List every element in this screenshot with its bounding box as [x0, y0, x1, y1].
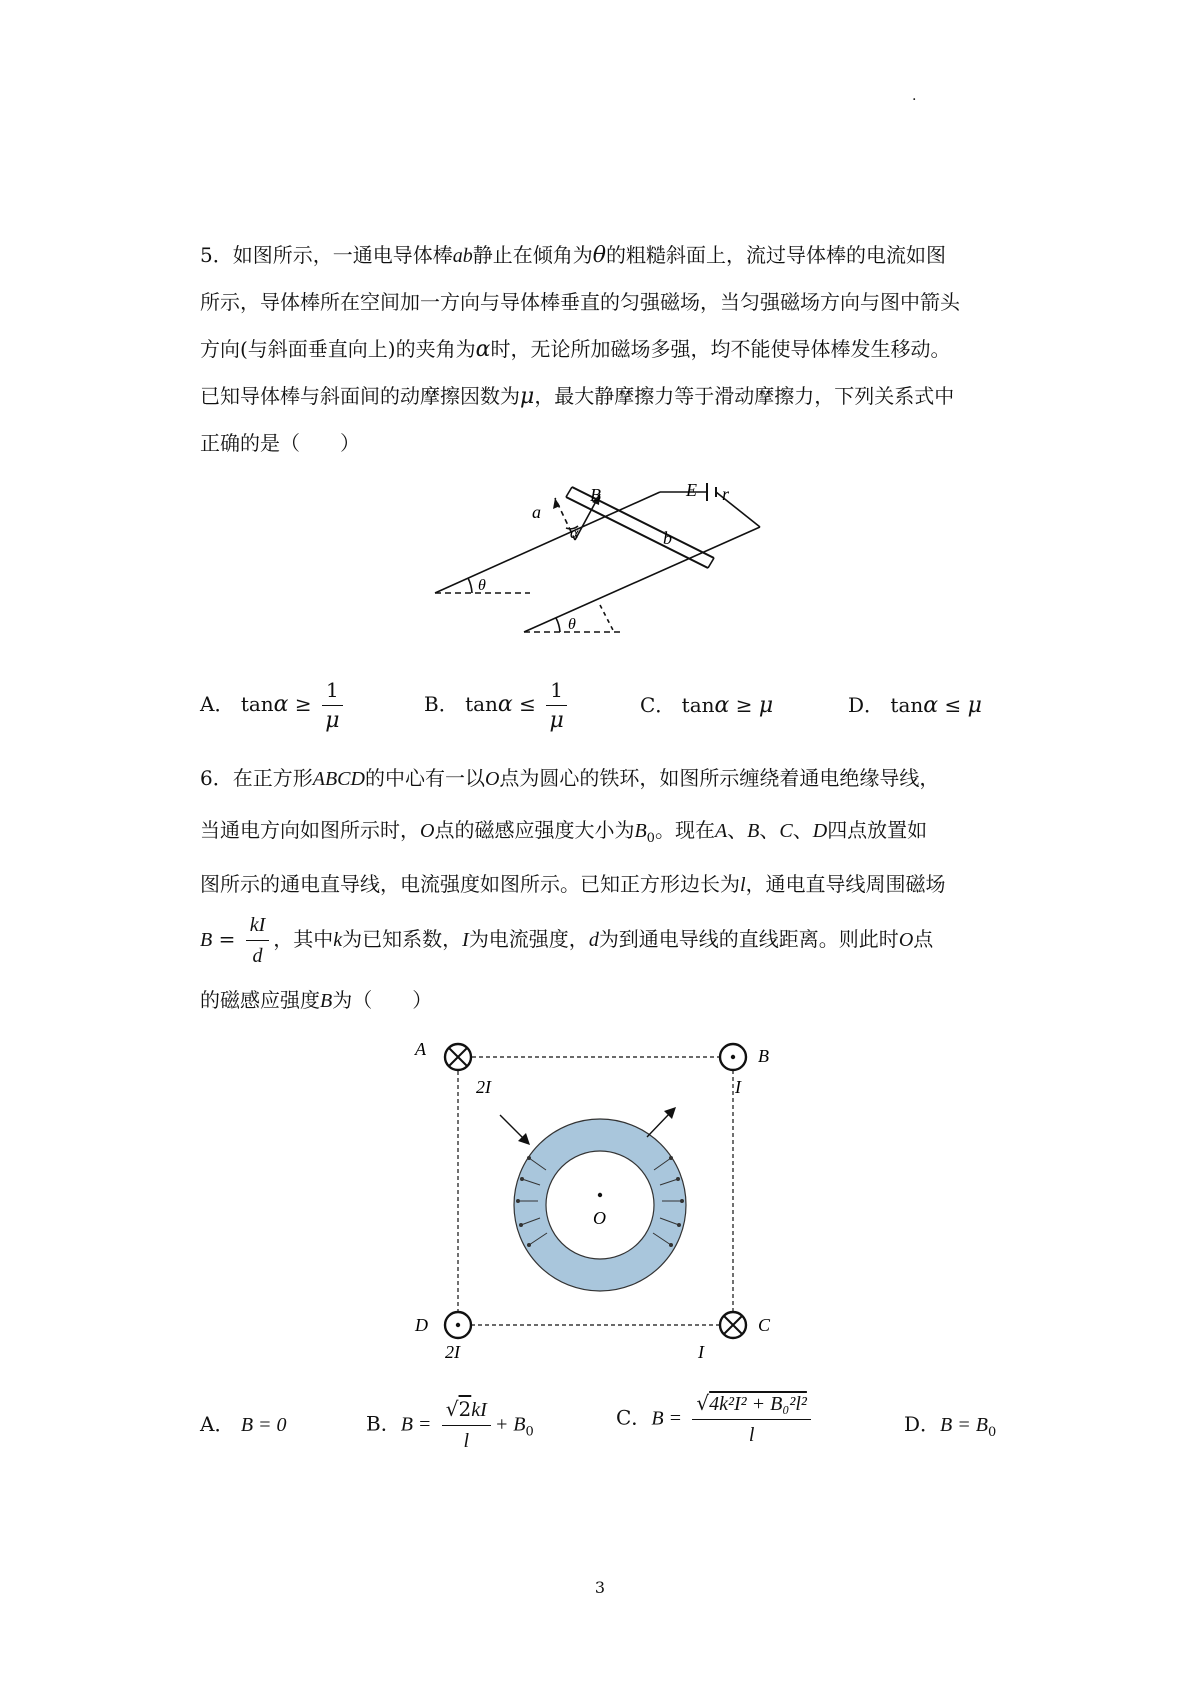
wire-b-out-of-page-icon — [720, 1044, 746, 1070]
q6-option-b[interactable]: B．B = $\frac{√2kI}{l}$ + $B_0$ — [366, 1394, 534, 1456]
wire-a-into-page-icon — [445, 1044, 471, 1070]
q6-option-c[interactable]: C．B = $\frac{\text{√4k²I² + B₀²l²}}{l}$ — [616, 1388, 815, 1450]
q6-option-a[interactable]: A． B = 0 — [200, 1412, 287, 1436]
q5-option-c[interactable]: C． tanα ≥ μ — [640, 693, 774, 718]
label-alpha: α — [570, 525, 579, 542]
q5-line-5: 正确的是（ ） — [200, 431, 360, 455]
q5-line-3: 方向(与斜面垂直向上)的夹角为α时，无论所加磁场多强，均不能使导体棒发生移动。 — [200, 337, 951, 362]
current-D: 2I — [445, 1342, 460, 1360]
q6-option-d[interactable]: D．$B = B_0$ — [904, 1412, 997, 1440]
label-E: E — [686, 480, 697, 500]
label-theta-2: θ — [568, 616, 576, 633]
label-B: B — [590, 485, 601, 505]
label-r: r — [722, 484, 730, 504]
label-D: D — [415, 1315, 428, 1335]
label-a: a — [532, 502, 541, 522]
label-B: B — [758, 1046, 769, 1066]
stray-dot: . — [912, 88, 917, 104]
current-A: 2I — [476, 1077, 491, 1097]
wire-c-into-page-icon — [720, 1312, 746, 1338]
label-A: A — [415, 1039, 426, 1059]
q6-line-2: 当通电方向如图所示时，O点的磁感应强度大小为$B_0$。现在A、B、C、D四点放置如 — [200, 818, 928, 846]
label-C: C — [758, 1315, 771, 1335]
q6-line-4: B = $\frac{kI}{d}$ ，其中k为已知系数，I为电流强度，d为到通电导线的直线距离。则此时O点 — [200, 910, 933, 971]
q5-line-1: 5．如图所示，一通电导体棒ab静止在倾角为θ的粗糙斜面上，流过导体棒的电流如图 — [200, 243, 946, 268]
q6-line-5: 的磁感应强度B为（ ） — [200, 988, 433, 1012]
wire-d-out-of-page-icon — [445, 1312, 471, 1338]
q5-option-d[interactable]: D． tanα ≤ μ — [848, 693, 982, 718]
label-theta-1: θ — [478, 577, 486, 594]
q5-line-2: 所示，导体棒所在空间加一方向与导体棒垂直的匀强磁场，当匀强磁场方向与图中箭头 — [200, 290, 960, 314]
q5-option-b[interactable]: B． tanα ≤ $\frac{1}{\mu}$ — [424, 675, 571, 736]
current-B: I — [735, 1077, 741, 1097]
q6-square-figure — [400, 1035, 800, 1360]
page-number: 3 — [594, 1578, 606, 1597]
q5-incline-figure — [420, 480, 780, 640]
q5-line-4: 已知导体棒与斜面间的动摩擦因数为μ，最大静摩擦力等于滑动摩擦力，下列关系式中 — [200, 384, 955, 409]
q6-line-3: 图所示的通电直导线，电流强度如图所示。已知正方形边长为l，通电直导线周围磁场 — [200, 872, 946, 896]
q6-line-1: 6．在正方形ABCD的中心有一以O点为圆心的铁环，如图所示缠绕着通电绝缘导线， — [200, 766, 940, 790]
label-b: b — [663, 528, 672, 548]
q5-option-a[interactable]: A． tanα ≥ $\frac{1}{\mu}$ — [200, 675, 347, 736]
label-O: O — [593, 1208, 606, 1228]
current-C: I — [698, 1342, 704, 1360]
